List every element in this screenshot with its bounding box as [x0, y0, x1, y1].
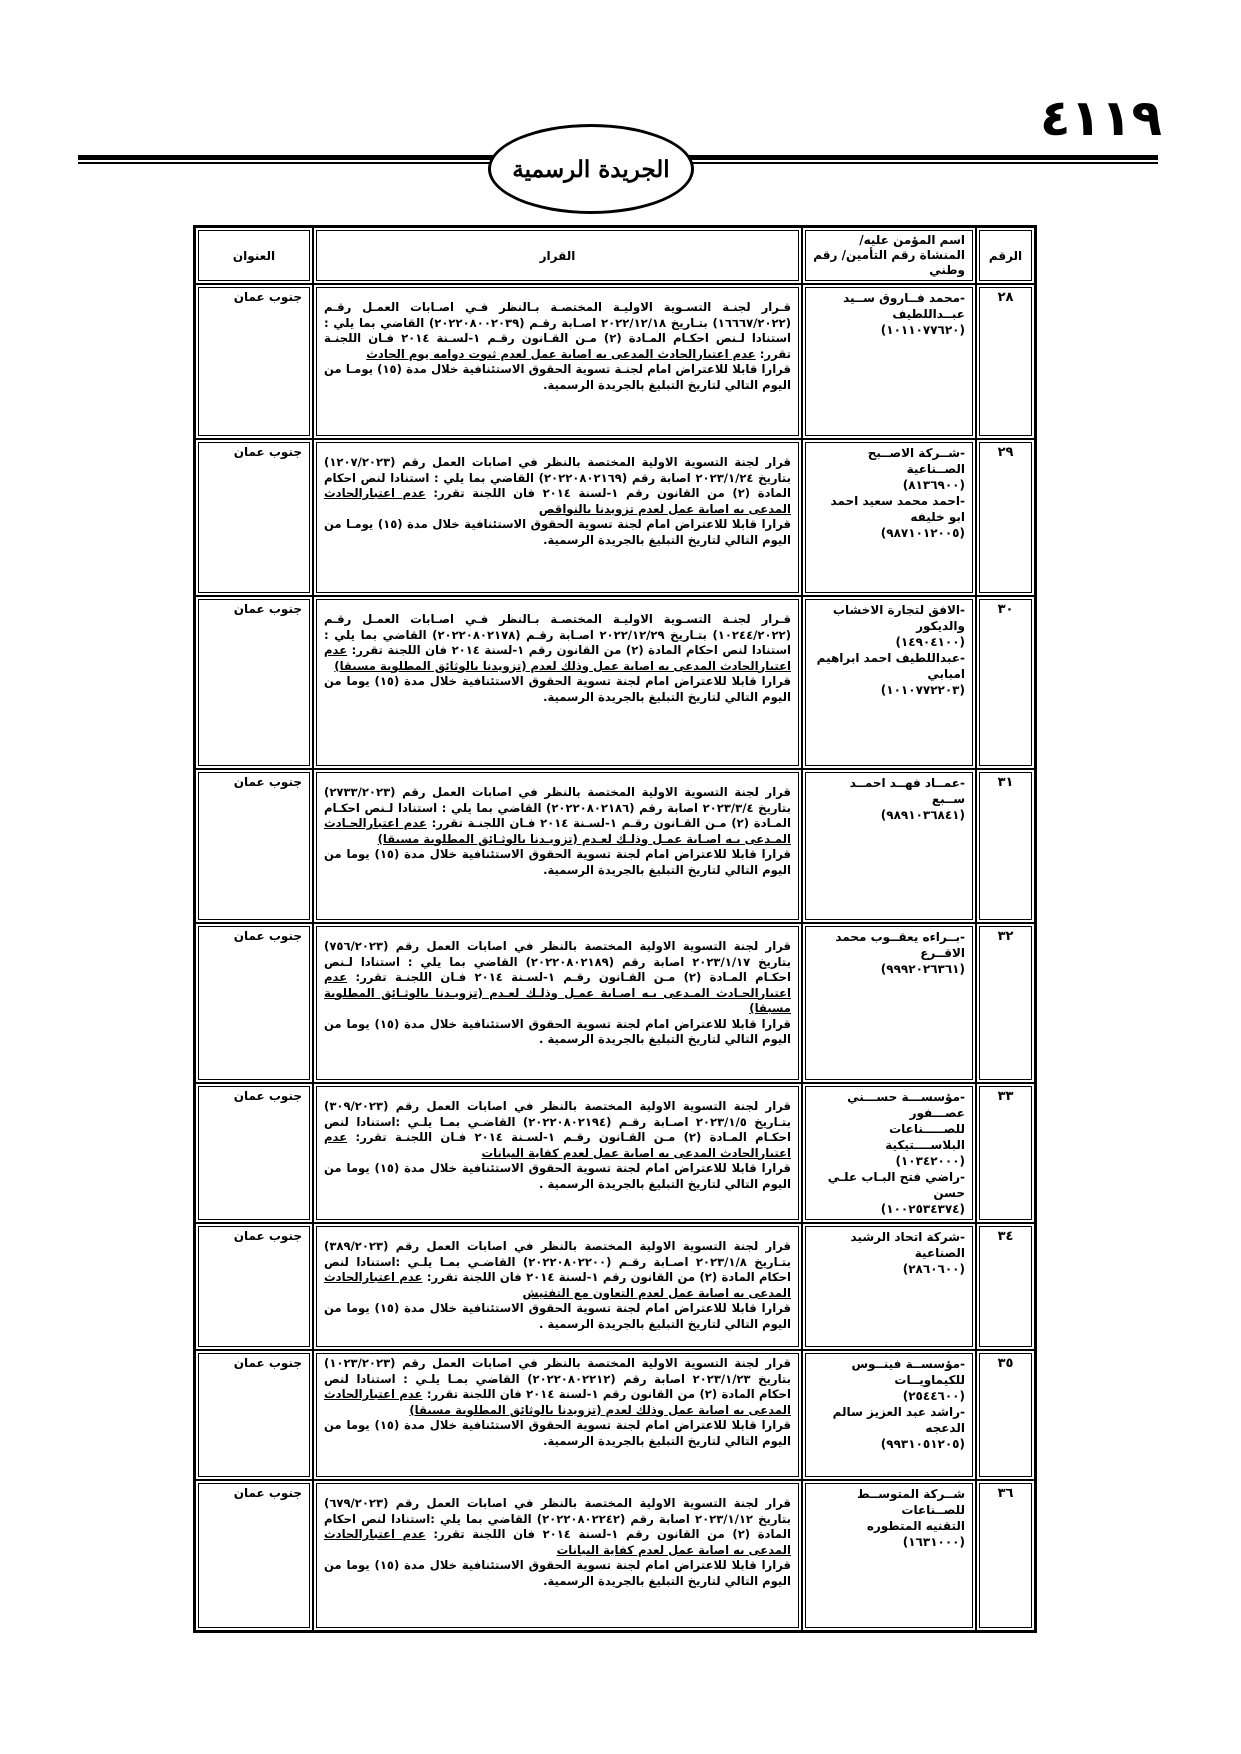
insured-name-line: -عبداللطيف احمد ابراهيم امبابي — [816, 651, 965, 681]
insured-name-line: -راشد عبد العزيز سالم الدعجه — [832, 1405, 965, 1435]
row-number: ٣٢ — [976, 923, 1035, 1083]
insured-name-line: التقنيه المتطوره (١٦٣١٠٠٠) — [866, 1519, 965, 1549]
insured-name-cell — [802, 1083, 976, 1223]
decision-cell — [313, 439, 802, 596]
decision-text — [324, 1089, 791, 1192]
decision-text — [324, 1486, 791, 1589]
insured-name-line: -احمد محمد سعيد احمد ابو خليفه — [830, 494, 965, 524]
decision-appeal-note: قرارا قابلا للاعتراض امام لجنة تسوية الحقوق الاستئنافية خلال مدة (١٥) يوما من اليوم التالي لتاريخ التبليغ بالجريدة الرسمية . — [324, 1016, 791, 1046]
decision-line: قرار لجنة التسوية الاولية المختصة بالنظر في اصابات العمل رقم (٢٧٣٣/٢٠٢٣) بتاريخ ٢٠٢٣/٣/٤ اصابة رقم (٢٠٢٢٠٨٠٢١٨٦) القاضي بما يلي : — [324, 785, 791, 815]
decision-line: استنادا لنص احكام المادة (٢) من القانون رقم ١-لسنة ٢٠١٤ فان اللجنة تقرر: — [324, 470, 791, 500]
decision-appeal-note: قرارا قابلا للاعتراض امام لجنة تسوية الحقوق الاستئنافية خلال مدة (١٥) يوما من اليوم التالي لتاريخ التبليغ بالجريدة الرسمية. — [324, 1558, 791, 1588]
decision-appeal-note: قرارا قابلا للاعتراض امام لجنة تسوية الحقوق الاستئنافية خلال مدة (١٥) يوما من اليوم التالي لتاريخ التبليغ بالجريدة الرسمية. — [324, 1418, 791, 1448]
decision-line: استنادا لـنص احكـام المـادة (٢) مـن القـانون رقـم ١-لسـنة ٢٠١٤ فـان اللجنـة تقرر: — [324, 331, 791, 361]
insured-name-cell — [802, 769, 976, 923]
decision-line: استنادا لـنص احكـام المـادة (٢) مـن القـانون رقـم ١-لسـنة ٢٠١٤ فـان اللجنـة تقرر: — [324, 954, 792, 984]
table-row — [195, 596, 1035, 769]
address-cell: جنوب عمان — [195, 923, 313, 1083]
insured-name-cell — [802, 596, 976, 769]
decision-ruling: عدم اعتبارالحادث المدعى به اصابة عمل وذلك لعدم (تزويدنا بالوثائق المطلوبة مسبقا) — [324, 643, 791, 673]
table-row — [195, 1350, 1035, 1480]
decision-line: قرار لجنة التسوية الاولية المختصة بالنظر في اصابات العمل رقم (٦٧٩/٢٠٢٣) بتاريخ ٢٠٢٣/١/١٢ اصابة رقم (٢٠٢٢٠٨٠٢٢٤٢) القاضي بما يلي :استنادا لنص احكام المادة (٢) من القانون رقم ١-لسنة ٢٠١٤ فان اللجنة تقرر: — [324, 1496, 791, 1541]
decision-ruling: عدم اعتبارالحـادث المـدعى بـه اصـابة عمـل وذلـك لعـدم (تزويـدنا بالوثـائق المطلوبة مسبقا) — [324, 970, 791, 1015]
insured-name-line: (١٠١١٠٧٧٦٢٠) — [880, 323, 965, 337]
decision-line: قرار لجنة التسوية الاولية المختصة بالنظر في اصابات العمل رقم (٣٠٩/٢٠٢٣) بتـاريخ ٢٠٢٣/١/٥ اصـابة رقـم (٢٠٢٢٠٨٠٢١٩٤) القاضـي بمـا يلـي :استنادا لنص احكـام المـادة (٢) مـن القـانون رقـم ١-لسـنة ٢٠١٤ فـان اللجنـة تقرر: — [324, 1099, 792, 1144]
insured-name-line: -محمد فــاروق ســيد عبــداللطيف — [843, 291, 965, 321]
decisions-table — [193, 225, 1037, 1633]
insured-name-line: -مؤسســة فينــوس للكيماويــات — [851, 1357, 965, 1387]
table-row — [195, 923, 1035, 1083]
row-number: ٣٠ — [976, 596, 1035, 769]
insured-name-line: (٢٨٦٠٦٠٠) — [902, 1262, 965, 1276]
decision-cell — [313, 1480, 802, 1631]
address-cell: جنوب عمان — [195, 284, 313, 439]
insured-name-line: (٩٩٩٢٠٢٦٣٦١) — [880, 962, 965, 976]
row-number: ٣٤ — [976, 1223, 1035, 1350]
insured-name-cell — [802, 1223, 976, 1350]
gazette-title: الجريدة الرسمية — [512, 155, 670, 183]
decision-text — [324, 1229, 791, 1332]
decision-line: قرار لجنة التسوية الاولية المختصة بالنظر في اصابات العمل رقم (٣٨٩/٢٠٢٣) بتـاريخ ٢٠٢٣/١/٨ اصـابة رقـم (٢٠٢٢٠٨٠٢٢٠٠) القاضـي بمـا يلـي :استنادا لنص احكام المادة (٢) من القانون رقم ١-لسنة ٢٠١٤ فان اللجنة تقرر: — [324, 1239, 792, 1284]
header-number: الرقم — [976, 227, 1035, 284]
address-cell: جنوب عمان — [195, 1480, 313, 1631]
table-body — [195, 284, 1035, 1631]
page-number: ٤١١٩ — [1040, 89, 1163, 147]
decision-cell — [313, 284, 802, 439]
row-number: ٢٨ — [976, 284, 1035, 439]
decision-ruling: عدم اعتبارالحادث المدعى به اصابة عمل لعدم التعاون مع التفتيش — [324, 1270, 791, 1300]
insured-name-cell — [802, 923, 976, 1083]
address-cell: جنوب عمان — [195, 1083, 313, 1223]
table-row — [195, 1223, 1035, 1350]
decision-line: قرار لجنة التسوية الاولية المختصة بالنظر في اصابات العمل رقم (٧٥٦/٢٠٢٣) بتاريخ ٢٠٢٣/١/١٧ اصابة رقم (٢٠٢٢٠٨٠٢١٨٩) القاضي بما يلي : — [324, 939, 791, 969]
insured-name-line: -مؤسســـة حســـني عصـــفور — [847, 1090, 965, 1120]
decision-appeal-note: قرارا قابلا للاعتراض امام لجنة تسوية الحقوق الاستئنافية خلال مدة (١٥) يوما من اليوم التالي لتاريخ التبليغ بالجريدة الرسمية . — [324, 1301, 791, 1331]
decision-cell — [313, 1350, 802, 1480]
insured-name-cell — [802, 1350, 976, 1480]
insured-name-line: شــركة المتوســط للصــناعات — [857, 1487, 965, 1517]
decision-text — [324, 775, 791, 878]
table-row — [195, 1083, 1035, 1223]
address-cell: جنوب عمان — [195, 596, 313, 769]
address-cell: جنوب عمان — [195, 769, 313, 923]
decision-appeal-note: قرارا قابلا للاعتراض امام لجنة تسوية الحقوق الاستئنافية خلال مدة (١٥) يوما من اليوم التالي لتاريخ التبليغ بالجريدة الرسمية . — [324, 1161, 791, 1191]
table-row — [195, 439, 1035, 596]
header-address: العنوان — [195, 227, 313, 284]
insured-name-line: (٩٨٧١٠١٢٠٠٥) — [880, 526, 965, 540]
table-row — [195, 284, 1035, 439]
decision-cell — [313, 923, 802, 1083]
insured-name-line: (١٠٠٢٥٣٤٣٧٤) — [880, 1202, 965, 1216]
table-header-row — [195, 227, 1035, 284]
decision-appeal-note: قرارا قابلا للاعتراض امام لجنة تسوية الحقوق الاستئنافية خلال مدة (١٥) يوما من اليوم التالي لتاريخ التبليغ بالجريدة الرسمية. — [324, 847, 791, 877]
decision-text — [324, 1356, 791, 1449]
insured-name-line: (١٤٩٠٤١٠٠) — [895, 635, 965, 649]
insured-name-line: -الافق لتجارة الاخشاب والديكور — [832, 603, 965, 633]
decision-text — [324, 602, 791, 705]
decision-appeal-note: قرارا قابلا للاعتراض امام لجنة تسوية الحقوق الاستئنافية خلال مدة (١٥) يومـا من اليوم التالي لتاريخ التبليغ بالجريدة الرسمية. — [324, 517, 791, 547]
row-number: ٣٥ — [976, 1350, 1035, 1480]
insured-name-line: -شــركة الاصــبح الصــناعية — [867, 446, 965, 476]
insured-name-line: -عمــاد فهــد احمــد ســبع — [849, 776, 965, 806]
row-number: ٣٦ — [976, 1480, 1035, 1631]
address-cell: جنوب عمان — [195, 1223, 313, 1350]
decision-text — [324, 445, 791, 548]
address-cell: جنوب عمان — [195, 1350, 313, 1480]
row-number: ٣٣ — [976, 1083, 1035, 1223]
insured-name-cell — [802, 439, 976, 596]
insured-name-line: (١٠٣٤٢٠٠٠) — [895, 1154, 965, 1168]
decision-line: استنادا لـنص احكـام المـادة (٢) مـن القـانون رقـم ١-لسـنة ٢٠١٤ فـان اللجنـة تقرر: — [324, 800, 792, 830]
decision-cell — [313, 596, 802, 769]
decision-line: قـرار لجنـة التسـوية الاوليـة المختصـة بـالنظر فـي اصـابات العمـل رقـم (١٠٢٤٤/٢٠٢٢) بتـاريخ ٢٠٢٢/١٢/٢٩ اصـابة رقـم (٢٠٢٢٠٨٠٢١٧٨) القاضي بما يلي : — [324, 612, 791, 642]
row-number: ٣١ — [976, 769, 1035, 923]
decision-appeal-note: قرارا قابلا للاعتراض امام لجنة تسوية الحقوق الاستئنافية خلال مدة (١٥) يوما من اليوم التالي لتاريخ التبليغ بالجريدة الرسمية. — [324, 674, 791, 704]
insured-name-line: -شركة اتحاد الرشيد الصناعية — [850, 1230, 965, 1260]
decision-cell — [313, 769, 802, 923]
insured-name-line: -بــراءه يعقــوب محمد الاقــرع — [835, 930, 965, 960]
decision-text — [324, 929, 791, 1048]
decision-line: قرار لجنة التسوية الاولية المختصة بالنظر في اصابات العمل رقم (١٠٢٣/٢٠٢٣) بتاريخ ٢٠٢٣/١/٢٣ اصابة رقم (٢٠٢٢٠٨٠٢٢١٢) القاضي بمـا يلـي : استنادا لنص احكام المادة (٢) من القانون رقم ١-لسنة ٢٠١٤ فان اللجنة تقرر: — [324, 1356, 792, 1401]
table-row — [195, 769, 1035, 923]
insured-name-cell — [802, 284, 976, 439]
decision-appeal-note: قرارا قابلا للاعتراض امام لجنـة تسوية الحقوق الاستئنافية خلال مدة (١٥) يومـا من اليوم التالي لتاريخ التبليغ بالجريدة الرسمية. — [324, 362, 791, 392]
address-cell: جنوب عمان — [195, 439, 313, 596]
insured-name-cell — [802, 1480, 976, 1631]
decision-line: استنادا لنص احكام المادة (٢) من القانون رقم ١-لسنة ٢٠١٤ فان اللجنة تقرر: — [351, 643, 791, 657]
decision-line: قرار لجنة التسوية الاولية المختصة بالنظر في اصابات العمل رقم (١٢٠٧/٢٠٢٣) بتاريخ ٢٠٢٣/١/٢٤ اصابة رقم (٢٠٢٢٠٨٠٢١٦٩) القاضي بما يلي : — [324, 455, 791, 485]
header-name: اسم المؤمن عليه/ المنشاة رقم التأمين/ رقم وطني — [802, 227, 976, 284]
decision-ruling: عدم اعتبارالحادث المدعى به اصابة عمل لعدم كفاية البيانات — [324, 1130, 791, 1160]
decision-ruling: عدم اعتبارالحـادث المـدعى بـه اصـابة عمـل وذلـك لعـدم (تزويـدنا بالوثـائق المطلوبة مسبقا) — [324, 816, 791, 846]
insured-name-line: (٩٩٣١٠٥١٢٠٥) — [880, 1437, 965, 1451]
table-row — [195, 1480, 1035, 1631]
decision-cell — [313, 1223, 802, 1350]
decision-ruling: عدم اعتبارالحادث المدعى به اصابة عمل لعدم كفاية البيانات — [324, 1527, 791, 1557]
decision-ruling: عدم اعتبارالحادث المدعى به اصابة عمل لعدم تزويدنا بالنواقص — [324, 486, 791, 516]
insured-name-line: -راضي فتح البـاب علـي حسن — [827, 1170, 965, 1200]
insured-name-line: (٩٨٩١٠٣٦٨٤١) — [880, 808, 965, 822]
decision-ruling: عدم اعتبارالحادث المدعى به اصابة عمل لعدم ثبوت دوامه يوم الحادث — [366, 346, 756, 361]
decision-ruling: عدم اعتبارالحادث المدعى به اصابة عمل وذلك لعدم (تزويدنا بالوثائق المطلوبة مسبقا) — [324, 1387, 791, 1417]
insured-name-line: (١٠١٠٧٧٢٢٠٣) — [880, 683, 965, 697]
insured-name-line: (٢٥٤٤٦٠٠) — [902, 1389, 965, 1403]
insured-name-line: (٨١٣٦٩٠٠) — [902, 478, 965, 492]
insured-name-line: للصـــــناعات البلاســــتيكية — [885, 1122, 965, 1152]
gazette-title-oval — [488, 124, 694, 214]
decision-text — [324, 290, 791, 393]
row-number: ٢٩ — [976, 439, 1035, 596]
header-decision: القرار — [313, 227, 802, 284]
decision-cell — [313, 1083, 802, 1223]
decision-line: قـرار لجنـة التسـوية الاوليـة المختصـة بـالنظر فـي اصـابات العمـل رقـم (١٦٦٦٧/٢٠٢٢) بتـاريخ ٢٠٢٢/١٢/١٨ اصـابة رقـم (٢٠٢٢٠٨٠٠٢٠٣٩) القاضي بما يلي : — [324, 300, 791, 330]
